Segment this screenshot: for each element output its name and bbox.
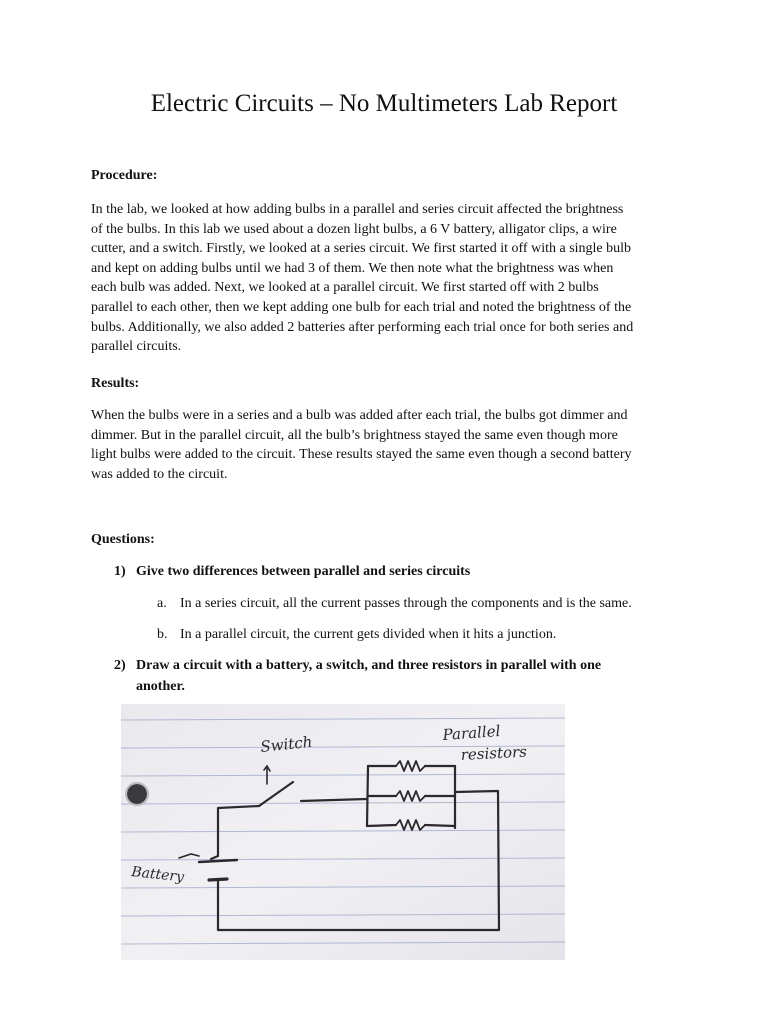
- results-line: was added to the circuit.: [91, 466, 228, 482]
- answer-text: In a series circuit, all the current passes through the components and is the same.: [180, 596, 632, 611]
- procedure-line: and kept on adding bulbs until we had 3 of them. We then note what the brightness was when: [91, 260, 614, 276]
- circuit-sketch: [121, 704, 565, 960]
- parallel-label: Parallel: [442, 722, 501, 744]
- question-number: 1): [114, 564, 126, 579]
- procedure-line: cutter, and a switch. Firstly, we looked at a series circuit. We first started it off with a single bulb: [91, 241, 632, 257]
- question-text: Give two differences between parallel and series circuits: [136, 564, 471, 579]
- question-2: [114, 655, 674, 699]
- answer-1b: [157, 625, 556, 644]
- results-line: light bulbs were added to the circuit. These results stayed the same even though a second battery: [91, 447, 632, 463]
- procedure-line: In the lab, we looked at how adding bulbs in a parallel and series circuit affected the brightness: [91, 202, 624, 217]
- results-heading: Results:: [91, 376, 140, 391]
- questions-heading: Questions:: [91, 532, 155, 547]
- results-line: dimmer. But in the parallel circuit, all the bulb’s brightness stayed the same even though more: [91, 427, 618, 443]
- procedure-line: parallel to each other, then we kept adding one bulb for each trial and noted the brightness of the: [91, 299, 632, 315]
- question-text: Draw a circuit with a battery, a switch, and three resistors in parallel with one: [136, 658, 602, 673]
- resistors-label: resistors: [460, 742, 528, 764]
- procedure-line: each bulb was added. Next, we looked at a parallel circuit. We first started off with 2 bulbs: [91, 280, 599, 296]
- answer-1a: [157, 594, 632, 613]
- procedure-line: bulbs. Additionally, we also added 2 batteries after performing each trial once for both series and: [91, 319, 634, 335]
- question-text: another.: [136, 679, 185, 694]
- procedure-line: of the bulbs. In this lab we used about a dozen light bulbs, a 6 V battery, alligator clips, a wire: [91, 221, 617, 237]
- answer-text: In a parallel circuit, the current gets divided when it hits a junction.: [180, 627, 557, 642]
- binder-hole: [127, 784, 147, 804]
- question-1: [114, 561, 674, 583]
- results-paragraph: [91, 406, 681, 484]
- switch-label: Switch: [259, 732, 314, 756]
- circuit-sketch-photo: [121, 704, 565, 960]
- battery-label: Battery: [130, 864, 185, 886]
- procedure-heading: Procedure:: [91, 168, 158, 183]
- results-line: When the bulbs were in a series and a bulb was added after each trial, the bulbs got dimmer and: [91, 408, 628, 423]
- answer-letter: a.: [157, 596, 167, 611]
- question-number: 2): [114, 658, 126, 673]
- procedure-paragraph: [91, 200, 681, 357]
- answer-letter: b.: [157, 627, 168, 642]
- procedure-line: parallel circuits.: [91, 339, 182, 355]
- document-title: Electric Circuits – No Multimeters Lab Report: [150, 90, 618, 117]
